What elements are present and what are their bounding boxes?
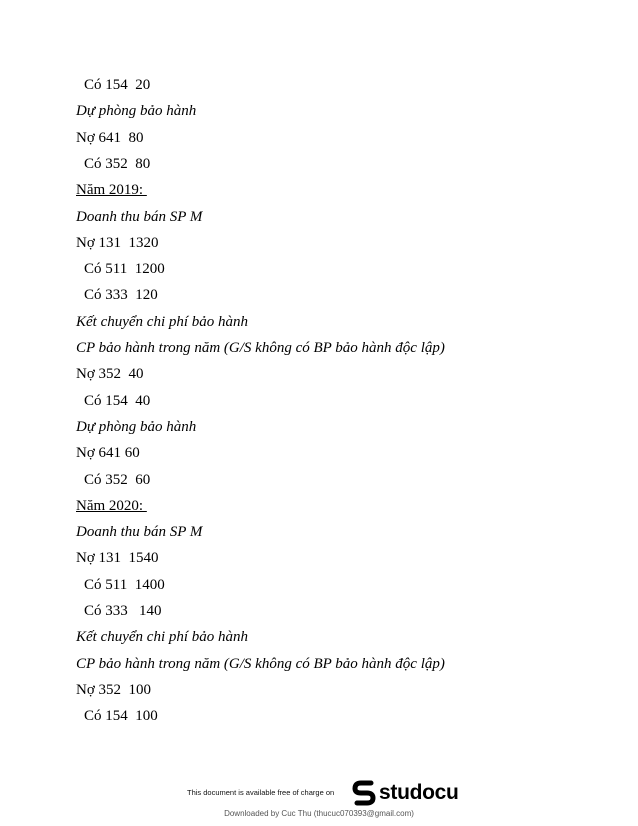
text-line: CP bảo hành trong năm (G/S không có BP bảo hành độc lập) <box>76 655 445 672</box>
text-line: Kết chuyển chi phí bảo hành <box>76 629 249 646</box>
text-line: CP bảo hành trong năm (G/S không có BP bảo hành độc lập) <box>76 340 445 356</box>
studocu-logo-icon <box>352 779 376 807</box>
text-line: Có 352 80 <box>84 155 151 172</box>
text-line: Có 154 20 <box>84 77 151 93</box>
text-line: Nợ 352 40 <box>76 366 144 383</box>
text-line: Có 352 60 <box>84 471 151 488</box>
text-line: Có 511 1400 <box>84 576 165 593</box>
text-line: Dự phòng bảo hành <box>76 103 197 120</box>
text-line: Kết chuyển chi phí bảo hành <box>76 313 249 330</box>
text-line: Doanh thu bán SP M <box>76 524 203 541</box>
text-line: Dự phòng bảo hành <box>76 418 197 435</box>
studocu-logo[interactable] <box>352 778 459 808</box>
text-line: Nợ 131 1320 <box>76 234 159 251</box>
availability-notice: This document is available free of charge on <box>187 788 335 797</box>
text-line: Nợ 641 60 <box>76 445 140 462</box>
text-line: Có 333 120 <box>84 287 158 304</box>
text-line: Doanh thu bán SP M <box>76 208 203 225</box>
text-line: Nợ 352 100 <box>76 681 152 698</box>
text-line: Năm 2019: <box>76 182 147 199</box>
text-line: Có 154 40 <box>84 392 151 409</box>
text-line: Có 511 1200 <box>84 261 165 278</box>
text-line: Nợ 131 1540 <box>76 550 159 567</box>
downloaded-by-notice: Downloaded by Cuc Thu (thucuc070393@gmail.com) <box>224 809 414 818</box>
studocu-brand-name: studocu <box>379 781 459 804</box>
text-line: Nợ 641 80 <box>76 129 144 146</box>
text-line: Có 333 140 <box>84 603 162 619</box>
text-line: Năm 2020: <box>76 497 147 514</box>
text-line: Có 154 100 <box>84 708 158 725</box>
